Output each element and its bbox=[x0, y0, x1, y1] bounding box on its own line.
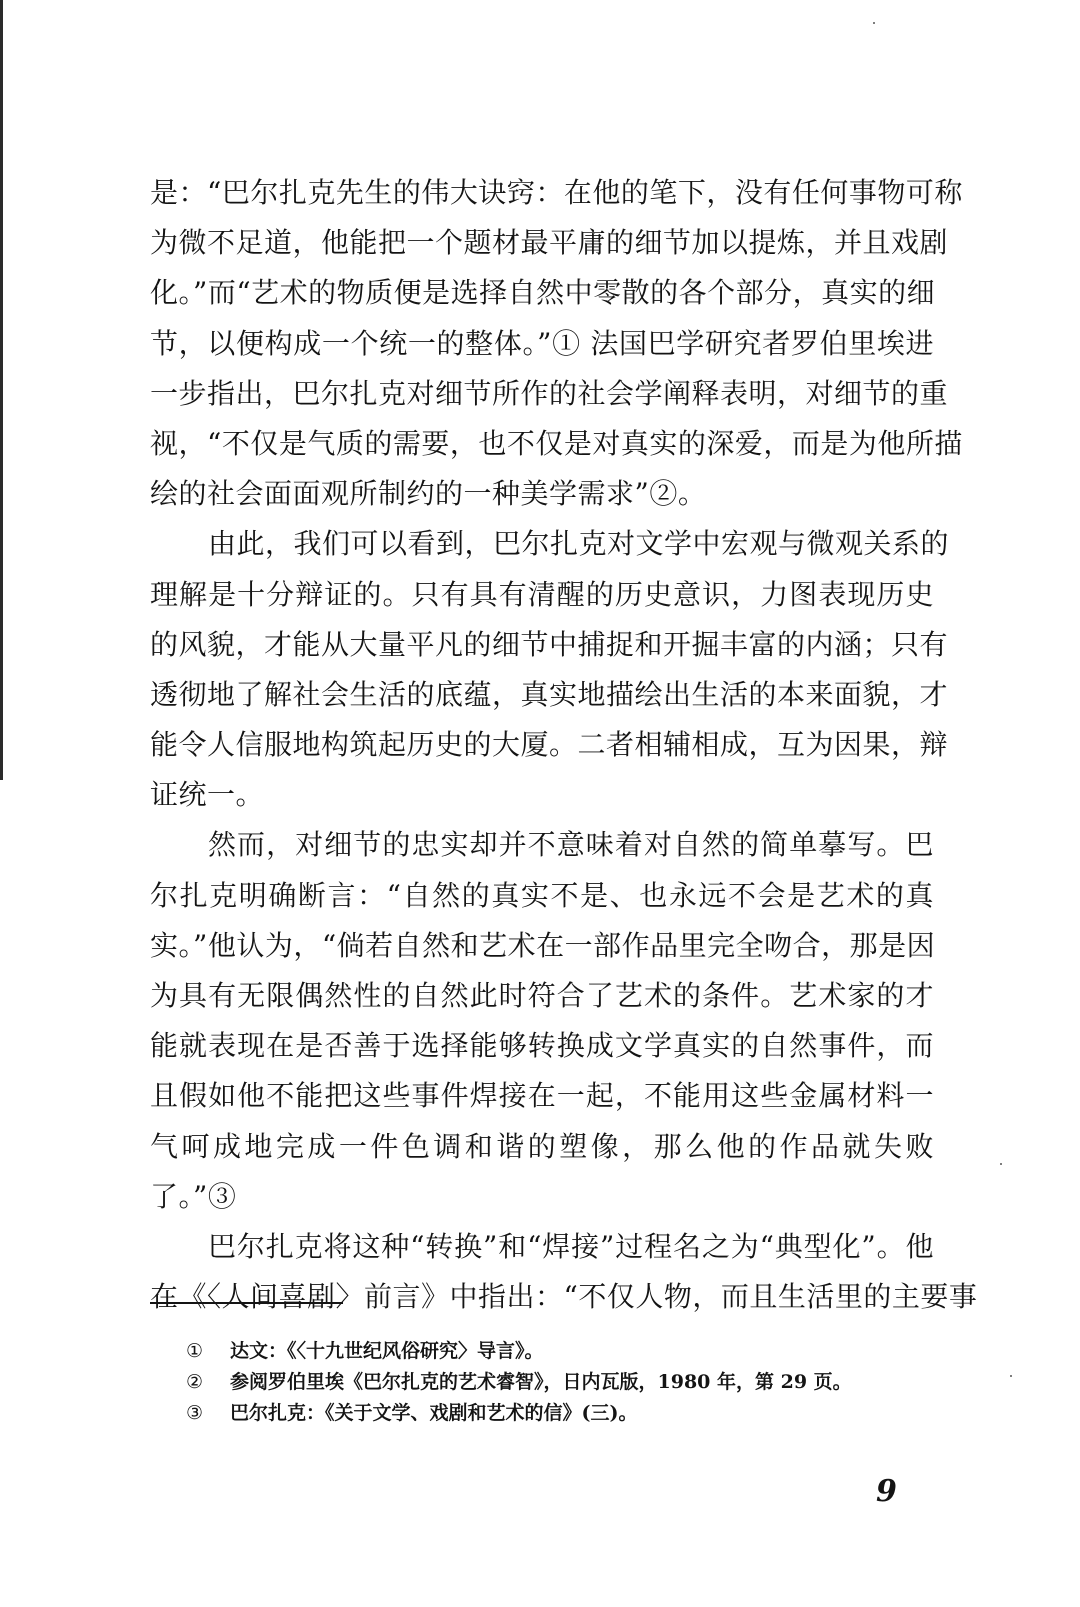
footnote bbox=[186, 1367, 946, 1398]
text-line: 然而，对细节的忠实却并不意味着对自然的简单摹写。巴 bbox=[208, 828, 934, 862]
text-line: 绘的社会面面观所制约的一种美学需求”②。 bbox=[150, 477, 707, 511]
scan-edge-shadow bbox=[0, 0, 3, 780]
text-line: 为具有无限偶然性的自然此时符合了艺术的条件。艺术家的才 bbox=[150, 979, 934, 1012]
text-line: 能就表现在是否善于选择能够转换成文学真实的自然事件，而 bbox=[150, 1029, 934, 1063]
footnote-mark: ① bbox=[186, 1340, 204, 1362]
text-line: 的风貌，才能从大量平凡的细节中捕捉和开掘丰富的内涵；只有 bbox=[150, 627, 949, 661]
text-line: 视，“不仅是气质的需要，也不仅是对真实的深爱，而是为他所描 bbox=[150, 426, 963, 460]
footnote-text: 达文：《〈十九世纪风俗研究〉导言》。 bbox=[230, 1340, 544, 1362]
text-line: 且假如他不能把这些事件焊接在一起，不能用这些金属材料一 bbox=[150, 1079, 934, 1113]
footnote-text: 巴尔扎克：《关于文学、戏剧和艺术的信》(三)。 bbox=[230, 1402, 638, 1424]
body-text bbox=[150, 168, 978, 1322]
scan-speck bbox=[873, 22, 875, 24]
footnote-separator bbox=[150, 1302, 343, 1304]
text-line: 实。”他认为，“倘若自然和艺术在一部作品里完全吻合，那是因 bbox=[150, 928, 936, 962]
footnote-mark: ③ bbox=[186, 1402, 204, 1424]
scan-speck bbox=[1010, 1375, 1012, 1377]
footnote bbox=[186, 1336, 946, 1367]
scan-speck bbox=[1000, 1163, 1002, 1165]
text-line: 气呵成地完成一件色调和谐的塑像，那么他的作品就失败 bbox=[150, 1129, 934, 1163]
footnote bbox=[186, 1398, 946, 1429]
text-line: 在《〈人间喜剧〉前言》中指出：“不仅人物，而且生活里的主要事 bbox=[150, 1280, 978, 1314]
text-line: 由此，我们可以看到，巴尔扎克对文学中宏观与微观关系的 bbox=[208, 527, 950, 561]
text-line: 巴尔扎克将这种“转换”和“焊接”过程名之为“典型化”。他 bbox=[208, 1229, 934, 1263]
page-number: 9 bbox=[876, 1474, 897, 1509]
footnote-mark: ② bbox=[186, 1371, 204, 1393]
text-line: 理解是十分辩证的。只有具有清醒的历史意识，力图表现历史 bbox=[150, 577, 934, 611]
text-line: 是：“巴尔扎克先生的伟大诀窍：在他的笔下，没有任何事物可称 bbox=[150, 176, 963, 209]
text-line: 透彻地了解社会生活的底蕴，真实地描绘出生活的本来面貌，才 bbox=[150, 677, 949, 711]
footnote-text: 参阅罗伯里埃《巴尔扎克的艺术睿智》，日内瓦版，1980 年，第 29 页。 bbox=[230, 1371, 852, 1393]
text-line: 了。”③ bbox=[150, 1179, 237, 1213]
text-line: 一步指出，巴尔扎克对细节所作的社会学阐释表明，对细节的重 bbox=[150, 376, 949, 410]
text-line: 化。”而“艺术的物质便是选择自然中零散的各个部分，真实的细 bbox=[150, 276, 936, 310]
text-line: 尔扎克明确断言：“自然的真实不是、也永远不会是艺术的真 bbox=[150, 878, 934, 912]
text-line: 证统一。 bbox=[150, 778, 265, 812]
text-line: 为微不足道，他能把一个题材最平庸的细节加以提炼，并且戏剧 bbox=[150, 226, 949, 260]
footnotes bbox=[186, 1336, 946, 1429]
text-line: 节，以便构成一个统一的整体。”① 法国巴学研究者罗伯里埃进 bbox=[150, 326, 934, 360]
text-line: 能令人信服地构筑起历史的大厦。二者相辅相成，互为因果，辩 bbox=[150, 728, 949, 762]
